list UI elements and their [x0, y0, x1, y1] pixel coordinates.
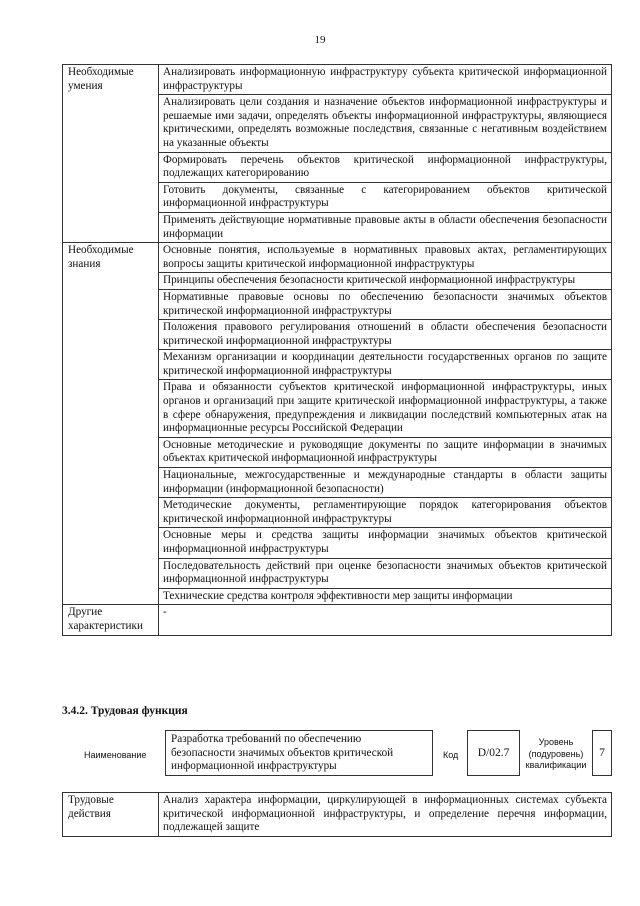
table-row — [63, 65, 612, 95]
knowledge-item: Основные меры и средства защиты информации значимых объектов критической информационной инфраструктуры — [159, 528, 612, 558]
actions-table — [62, 792, 612, 837]
knowledge-item: Принципы обеспечения безопасности критической информационной инфраструктуры — [159, 273, 612, 290]
knowledge-item: Национальные, межгосударственные и международные стандарты в области защиты информации (информационной безопасности) — [159, 468, 612, 498]
table-row — [63, 605, 612, 635]
knowledge-item: Права и обязанности субъектов критической информационной инфраструктуры, иных органов и организаций при защите критической информационной инфраструктуры, а также в сфере обнаружения, предупреждения и ликвидации последствий компьютерных атак на информационные ресурсы Российской Федерации — [159, 380, 612, 437]
knowledge-item: Механизм организации и координации деятельности государственных органов по защите критической информационной инфраструктуры — [159, 350, 612, 380]
level-label: Уровень (подуровень) квалификации — [525, 737, 587, 770]
knowledge-item: Основные методические и руководящие документы по защите информации в значимых объектах критической информационной инфраструктуры — [159, 437, 612, 467]
function-name-box: Разработка требований по обеспечению безопасности значимых объектов критической информационной инфраструктуры — [165, 730, 433, 776]
skill-item: Анализировать цели создания и назначение объектов информационной инфраструктуры и решаемые ими задачи, определять объекты информационной инфраструктуры, являющиеся критическими, определять возможные последствия, связанные с негативным воздействием на указанные объекты — [159, 95, 612, 152]
knowledge-item: Основные понятия, используемые в нормативных правовых актах, регламентирующих вопросы защиты критической информационной инфраструктуры — [159, 243, 612, 273]
skills-label: Необходимые умения — [63, 65, 159, 243]
knowledge-item: Последовательность действий при оценке безопасности значимых объектов критической информационной инфраструктуры — [159, 558, 612, 588]
knowledge-item: Нормативные правовые основы по обеспечению безопасности значимых объектов критической информационной инфраструктуры — [159, 289, 612, 319]
competency-table — [62, 64, 612, 636]
table-row — [63, 793, 612, 837]
table-row — [63, 243, 612, 273]
skill-item: Применять действующие нормативные правовые акты в области обеспечения безопасности информации — [159, 212, 612, 242]
actions-label: Трудовые действия — [63, 793, 159, 837]
knowledge-item: Технические средства контроля эффективности мер защиты информации — [159, 588, 612, 605]
skill-item: Готовить документы, связанные с категорированием объектов критической информационной инфраструктуры — [159, 182, 612, 212]
skill-item: Формировать перечень объектов критической информационной инфраструктуры, подлежащих категорированию — [159, 152, 612, 182]
code-label: Код — [443, 750, 459, 760]
knowledge-item: Методические документы, регламентирующие порядок категорирования объектов критической информационной инфраструктуры — [159, 498, 612, 528]
level-box — [592, 730, 612, 776]
name-label: Наименование — [84, 750, 147, 760]
other-value: - — [159, 605, 612, 635]
code-box — [467, 730, 520, 776]
code-value: D/02.7 — [477, 747, 510, 759]
skill-item: Анализировать информационную инфраструктуру субъекта критической информационной инфраструктуры — [159, 65, 612, 95]
page-number: 19 — [314, 34, 326, 46]
knowledge-label: Необходимые знания — [63, 243, 159, 605]
actions-text: Анализ характера информации, циркулирующей в информационных системах субъекта критической информационной инфраструктуры, и определение перечня информации, подлежащей защите — [159, 793, 612, 837]
section-heading: 3.4.2. Трудовая функция — [62, 705, 188, 717]
other-label: Другие характеристики — [63, 605, 159, 635]
level-value: 7 — [599, 747, 605, 759]
knowledge-item: Положения правового регулирования отношений в области обеспечения безопасности критической информационной инфраструктуры — [159, 320, 612, 350]
